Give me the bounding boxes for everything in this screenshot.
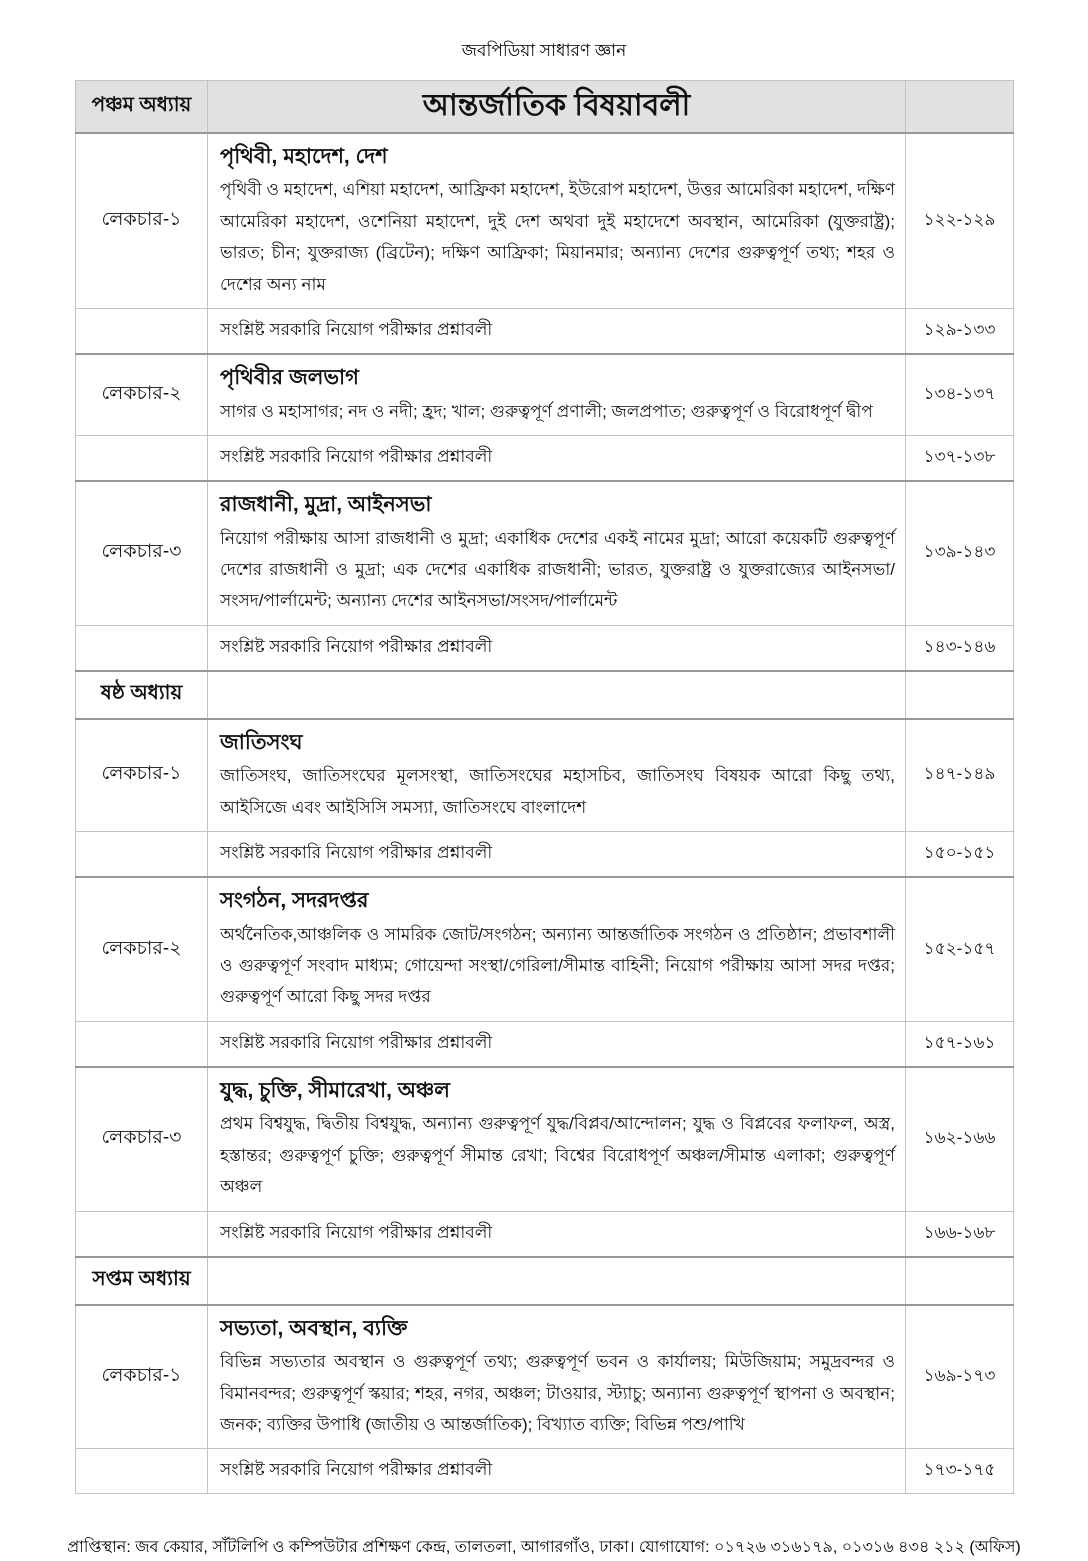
page-range: ১৫০-১৫১ <box>906 832 1014 878</box>
toc-header-pages-cell <box>906 81 1014 134</box>
availability-footer: প্রাপ্তিস্থান: জব কেয়ার, সাঁটলিপি ও কম্পিউটার প্রশিক্ষণ কেন্দ্র, তালতলা, আগারগাঁও, ঢাকা। যোগাযোগ: ০১৭২৬ ৩১৬১৭৯, ০১৩১৬ ৪৩৪ ২১২ (অফিস) <box>67 1539 1021 1557</box>
topic-title: সভ্যতা, অবস্থান, ব্যক্তি <box>220 1316 408 1340</box>
toc-header-title: আন্তর্জাতিক বিষয়াবলী <box>208 81 906 134</box>
page-range: ১৩৭-১৩৮ <box>906 436 1014 482</box>
topic-title: জাতিসংঘ <box>220 730 303 754</box>
page-range: ১৬৯-১৭৩ <box>906 1305 1014 1449</box>
lecture-row <box>76 481 1014 625</box>
empty-cell <box>76 832 208 878</box>
empty-cell <box>76 309 208 355</box>
exam-questions-label: সংশ্লিষ্ট সরকারি নিয়োগ পরীক্ষার প্রশ্নাবলী <box>208 1021 906 1067</box>
lecture-row <box>76 133 1014 309</box>
topic-cell <box>208 877 906 1021</box>
exam-questions-label: সংশ্লিষ্ট সরকারি নিয়োগ পরীক্ষার প্রশ্নাবলী <box>208 832 906 878</box>
topic-description: সাগর ও মহাসাগর; নদ ও নদী; হ্রদ; খাল; গুরুত্বপূর্ণ প্রণালী; জলপ্রপাত; গুরুত্বপূর্ণ ও বিরোধপূর্ণ দ্বীপ <box>220 401 873 421</box>
exam-questions-label: সংশ্লিষ্ট সরকারি নিয়োগ পরীক্ষার প্রশ্নাবলী <box>208 309 906 355</box>
lecture-label: লেকচার-৩ <box>76 1067 208 1211</box>
page-range: ১২৯-১৩৩ <box>906 309 1014 355</box>
exam-questions-row <box>76 832 1014 878</box>
lecture-label: লেকচার-১ <box>76 1305 208 1449</box>
page-range: ১৫৭-১৬১ <box>906 1021 1014 1067</box>
topic-title: যুদ্ধ, চুক্তি, সীমারেখা, অঞ্চল <box>220 1078 450 1102</box>
toc-table-body <box>76 81 1014 1494</box>
exam-questions-label: সংশ্লিষ্ট সরকারি নিয়োগ পরীক্ষার প্রশ্নাবলী <box>208 1211 906 1257</box>
page-range: ১৪৭-১৪৯ <box>906 719 1014 832</box>
topic-cell <box>208 1067 906 1211</box>
exam-questions-label: সংশ্লিষ্ট সরকারি নিয়োগ পরীক্ষার প্রশ্নাবলী <box>208 436 906 482</box>
book-title: জবপিডিয়া সাধারণ জ্ঞান <box>461 41 627 60</box>
topic-description: অর্থনৈতিক,আঞ্চলিক ও সামরিক জোট/সংগঠন; অন্যান্য আন্তর্জাতিক সংগঠন ও প্রতিষ্ঠান; প্রভাবশালী ও গুরুত্বপূর্ণ সংবাদ মাধ্যম; গোয়েন্দা সংস্থা/গেরিলা/সীমান্ত বাহিনী; নিয়োগ পরীক্ষায় আসা সদর দপ্তর; গুরুত্বপূর্ণ আরো কিছু সদর দপ্তর <box>220 924 895 1007</box>
topic-description: জাতিসংঘ, জাতিসংঘের মূলসংস্থা, জাতিসংঘের মহাসচিব, জাতিসংঘ বিষয়ক আরো কিছু তথ্য, আইসিজে এবং আইসিসি সমস্যা, জাতিসংঘে বাংলাদেশ <box>220 766 895 817</box>
page-range: ১২২-১২৯ <box>906 133 1014 309</box>
lecture-label: লেকচার-৩ <box>76 481 208 625</box>
page-range: ১৪৩-১৪৬ <box>906 625 1014 671</box>
topic-description: বিভিন্ন সভ্যতার অবস্থান ও গুরুত্বপূর্ণ তথ্য; গুরুত্বপূর্ণ ভবন ও কার্যালয়; মিউজিয়াম; সমুদ্রবন্দর ও বিমানবন্দর; গুরুত্বপূর্ণ স্কয়ার; শহর, নগর, অঞ্চল; টাওয়ার, স্ট্যাচু; অন্যান্য গুরুত্বপূর্ণ স্থাপনা ও অবস্থান; জনক; ব্যক্তির উপাধি (জাতীয় ও আন্তর্জাতিক); বিখ্যাত ব্যক্তি; বিভিন্ন পশু/পাখি <box>220 1352 895 1434</box>
topic-description: পৃথিবী ও মহাদেশ, এশিয়া মহাদেশ, আফ্রিকা মহাদেশ, ইউরোপ মহাদেশ, উত্তর আমেরিকা মহাদেশ, দক্ষিণ আমেরিকা মহাদেশ, ওশেনিয়া মহাদেশ, দুই দেশ অথবা দুই মহাদেশে অবস্থান, আমেরিকা (যুক্তরাষ্ট্র); ভারত; চীন; যুক্তরাজ্য (ব্রিটেন); দক্ষিণ আফ্রিকা; মিয়ানমার; অন্যান্য দেশের গুরুত্বপূর্ণ তথ্য; শহর ও দেশের অন্য নাম <box>220 180 895 294</box>
chapter-row <box>76 671 1014 719</box>
lecture-row <box>76 719 1014 832</box>
toc-header-chapter: পঞ্চম অধ্যায় <box>76 81 208 134</box>
topic-title: পৃথিবী, মহাদেশ, দেশ <box>220 145 388 168</box>
topic-cell <box>208 481 906 625</box>
page-range: ১৬২-১৬৬ <box>906 1067 1014 1211</box>
exam-questions-row <box>76 1021 1014 1067</box>
topic-cell <box>208 133 906 309</box>
page-range: ১৩৪-১৩৭ <box>906 354 1014 435</box>
page-range: ১৫২-১৫৭ <box>906 877 1014 1021</box>
exam-questions-row <box>76 1449 1014 1494</box>
toc-table <box>75 80 1014 1494</box>
topic-title: পৃথিবীর জলভাগ <box>220 366 359 390</box>
lecture-row <box>76 877 1014 1021</box>
page-range: ১৬৬-১৬৮ <box>906 1211 1014 1257</box>
empty-cell <box>906 1257 1014 1305</box>
chapter-row <box>76 1257 1014 1305</box>
empty-cell <box>208 1257 906 1305</box>
page-range: ১৩৯-১৪৩ <box>906 481 1014 625</box>
exam-questions-row <box>76 309 1014 355</box>
exam-questions-row <box>76 1211 1014 1257</box>
lecture-label: লেকচার-১ <box>76 133 208 309</box>
empty-cell <box>76 436 208 482</box>
lecture-row <box>76 1067 1014 1211</box>
exam-questions-label: সংশ্লিষ্ট সরকারি নিয়োগ পরীক্ষার প্রশ্নাবলী <box>208 1449 906 1494</box>
empty-cell <box>208 671 906 719</box>
lecture-label: লেকচার-২ <box>76 354 208 435</box>
topic-description: প্রথম বিশ্বযুদ্ধ, দ্বিতীয় বিশ্বযুদ্ধ, অন্যান্য গুরুত্বপূর্ণ যুদ্ধ/বিপ্লব/আন্দোলন; যুদ্ধ ও বিপ্লবের ফলাফল, অস্ত্র, হস্তান্তর; গুরুত্বপূর্ণ চুক্তি; গুরুত্বপূর্ণ সীমান্ত রেখা; বিশ্বের বিরোধপূর্ণ অঞ্চল/সীমান্ত এলাকা; গুরুত্বপূর্ণ অঞ্চল <box>220 1114 895 1197</box>
topic-cell <box>208 719 906 832</box>
lecture-label: লেকচার-২ <box>76 877 208 1021</box>
empty-cell <box>906 671 1014 719</box>
lecture-row <box>76 354 1014 435</box>
topic-description: নিয়োগ পরীক্ষায় আসা রাজধানী ও মুদ্রা; একাধিক দেশের একই নামের মুদ্রা; আরো কয়েকটি গুরুত্বপূর্ণ দেশের রাজধানী ও মুদ্রা; এক দেশের একাধিক রাজধানী; ভারত, যুক্তরাষ্ট্র ও যুক্তরাজ্যের আইনসভা/সংসদ/পার্লামেন্ট; অন্যান্য দেশের আইনসভা/সংসদ/পার্লামেন্ট <box>220 528 895 611</box>
topic-cell <box>208 354 906 435</box>
exam-questions-label: সংশ্লিষ্ট সরকারি নিয়োগ পরীক্ষার প্রশ্নাবলী <box>208 625 906 671</box>
lecture-label: লেকচার-১ <box>76 719 208 832</box>
toc-header-row <box>76 81 1014 134</box>
topic-cell <box>208 1305 906 1449</box>
topic-title: সংগঠন, সদরদপ্তর <box>220 889 369 913</box>
empty-cell <box>76 625 208 671</box>
exam-questions-row <box>76 625 1014 671</box>
lecture-row <box>76 1305 1014 1449</box>
topic-title: রাজধানী, মুদ্রা, আইনসভা <box>220 493 432 517</box>
exam-questions-row <box>76 436 1014 482</box>
empty-cell <box>76 1211 208 1257</box>
chapter-label: সপ্তম অধ্যায় <box>76 1257 208 1305</box>
empty-cell <box>76 1449 208 1494</box>
page-range: ১৭৩-১৭৫ <box>906 1449 1014 1494</box>
chapter-label: ষষ্ঠ অধ্যায় <box>76 671 208 719</box>
empty-cell <box>76 1021 208 1067</box>
